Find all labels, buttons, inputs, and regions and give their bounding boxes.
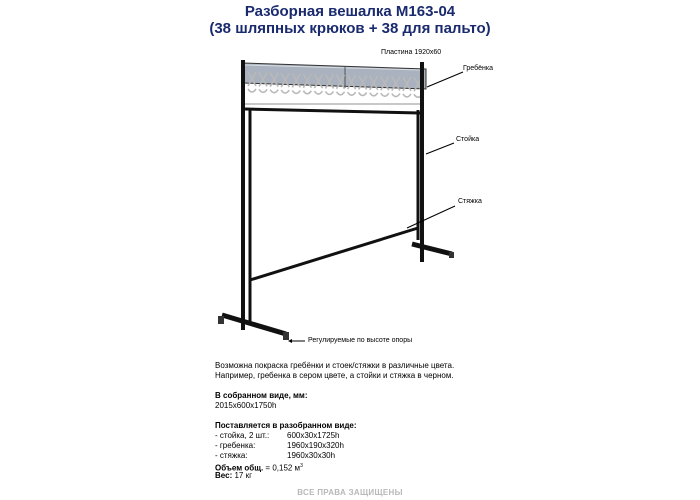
weight-label: Вес: xyxy=(215,471,233,480)
plate-label: Пластина 1920x60 xyxy=(381,49,442,56)
coat-hook xyxy=(259,89,267,92)
copyright-footer: ВСЕ ПРАВА ЗАЩИЩЕНЫ xyxy=(297,488,403,497)
right-foot xyxy=(412,244,452,254)
foot-pad-right-rear xyxy=(449,252,454,258)
coat-hook xyxy=(281,90,289,93)
title-line-2: (38 шляпных крюков + 38 для пальто) xyxy=(209,20,491,37)
spec-name: - стойка, 2 шт.: xyxy=(215,431,270,440)
coat-hook xyxy=(359,93,367,96)
coat-hook xyxy=(337,92,345,95)
feet-label: Регулируемые по высоте опоры xyxy=(308,337,413,344)
spec-name: - гребенка: xyxy=(215,441,256,450)
spec-value: 1960x30x30h xyxy=(287,451,336,460)
coat-hook xyxy=(303,91,311,94)
coat-hook xyxy=(403,94,411,97)
coat-hook xyxy=(314,91,322,94)
spec-row-tie xyxy=(215,451,335,461)
coat-hook xyxy=(370,93,378,96)
disassembled-heading: Поставляется в разобранном виде: xyxy=(215,421,357,430)
assembled-heading: В собранном виде, мм: xyxy=(215,391,308,400)
title-line-1: Разборная вешалка М163-04 xyxy=(244,3,456,20)
foot-pad-left-rear xyxy=(283,332,289,340)
post-leader xyxy=(426,143,454,154)
left-foot xyxy=(222,315,286,334)
assembled-value: 2015x600x1750h xyxy=(215,401,277,410)
coat-hook xyxy=(381,93,389,96)
comb-leader xyxy=(427,72,463,87)
tie-bar xyxy=(250,228,418,280)
description-line-2: Например, гребенка в сером цвете, а стойки и стяжка в черном. xyxy=(215,371,454,380)
coat-hook xyxy=(292,90,300,93)
spec-value: 1960x190x320h xyxy=(287,441,344,450)
description-line-1: Возможна покраска гребёнки и стоек/стяжки в различные цвета. xyxy=(215,361,455,370)
coat-hook xyxy=(270,90,278,93)
spec-value: 600x30x1725h xyxy=(287,431,340,440)
post-label: Стойка xyxy=(456,136,480,143)
comb-label: Гребёнка xyxy=(463,65,493,72)
volume-exponent: 3 xyxy=(300,463,303,469)
volume-label: Объем общ. xyxy=(215,463,264,473)
upper-crossbar xyxy=(245,109,420,113)
coat-hook xyxy=(392,94,400,97)
spec-row-post xyxy=(215,431,340,441)
volume-value: = 0,152 м xyxy=(265,463,301,473)
spec-row-comb xyxy=(215,441,344,451)
weight-row xyxy=(215,471,252,481)
tie-leader xyxy=(407,206,455,228)
spec-name: - стяжка: xyxy=(215,451,248,460)
foot-pad-left-front xyxy=(218,316,224,324)
tie-label: Стяжка xyxy=(458,198,482,205)
weight-value: 17 кг xyxy=(234,471,253,480)
coat-hook xyxy=(348,92,356,95)
coat-hook xyxy=(325,91,333,94)
coat-hook xyxy=(248,89,256,92)
